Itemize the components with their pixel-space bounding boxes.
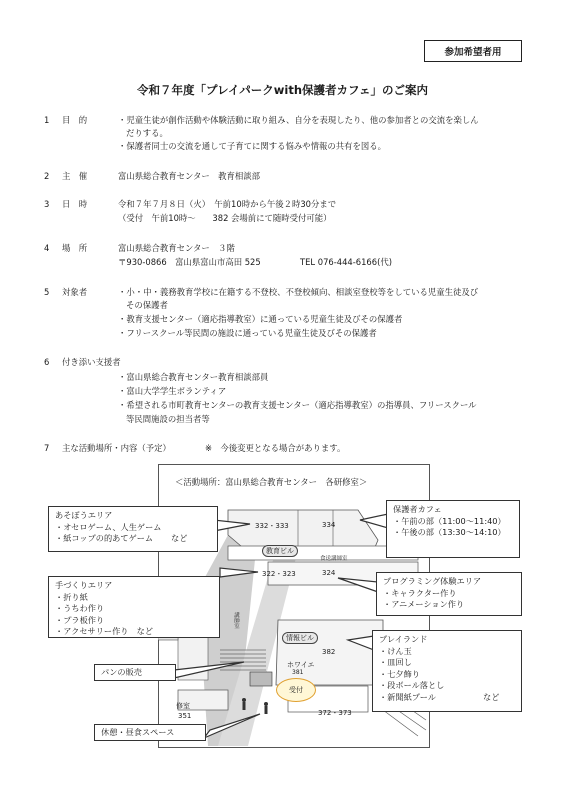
section-3-number: 3: [44, 199, 50, 209]
building-sign-education: 教育ビル: [262, 545, 298, 557]
room-382: 382: [322, 648, 336, 656]
playland-item-2: ・皿回し: [379, 657, 412, 667]
room-372-373: 372・373: [318, 709, 352, 717]
bread-sale-title: パンの販売: [101, 667, 142, 677]
asobou-etc: など: [171, 533, 188, 543]
section-3-label: 日 時: [62, 199, 88, 209]
supporter-line-4: 等民間施設の担当者等: [126, 414, 210, 424]
reception-marker: 受付: [276, 678, 316, 702]
asobou-title: あそぼうエリア: [55, 510, 113, 520]
place-tel: TEL 076-444-6166(代): [300, 257, 392, 267]
playland-item-3: ・七夕飾り: [379, 668, 420, 679]
section-7-label: 主な活動場所・内容（予定）: [62, 443, 171, 453]
callout-parent-cafe: [386, 500, 520, 558]
room-334: 334: [322, 521, 336, 529]
section-7-note: ※ 今後変更となる場合があります。: [205, 443, 346, 453]
page-title: 令和７年度「プレイパークwith保護者カフェ」のご案内: [137, 83, 428, 97]
foyer-label: ホワイエ: [287, 661, 315, 669]
cafe-item-1: ・午前の部（11:00～11:40）: [393, 515, 506, 526]
room-322-323: 322・323: [262, 570, 296, 578]
callout-asobou-area: [48, 506, 218, 552]
section-1-label: 目 的: [62, 115, 88, 125]
date-line-1: 令和７年７月８日（火） 午前10時から午後２時30分まで: [118, 199, 337, 209]
asobou-item-1: ・オセロゲーム、人生ゲーム: [55, 521, 162, 532]
target-line-2: その保護者: [126, 300, 168, 310]
callout-tezukuri-area: [48, 576, 220, 638]
room-label-lecturer: 講師室: [233, 612, 239, 629]
asobou-item-2: ・紙コップの的あてゲーム: [55, 533, 154, 543]
purpose-line-3: ・保護者同士の交流を通して子育てに関する悩みや情報の共有を図る。: [118, 141, 386, 151]
section-2-label: 主 催: [62, 171, 88, 181]
purpose-line-1: ・児童生徒が創作活動や体験活動に取り組み、自分を表現したり、他の参加者との交流を楽しん: [118, 115, 479, 125]
building-sign-information: 情報ビル: [282, 632, 318, 644]
room-332-333: 332・333: [255, 522, 289, 530]
callout-playland: [372, 630, 522, 712]
program-item-1: ・キャラクター作り: [383, 587, 457, 598]
room-381: 381: [292, 669, 304, 676]
target-line-3: ・教育支援センター（適応指導教室）に通っている児童生徒及びその保護者: [118, 314, 403, 324]
tezukuri-title: 手づくりエリア: [55, 580, 113, 590]
room-label-lecturer-dining: 食送講師室: [320, 556, 348, 562]
place-address: 〒930-0866 富山県富山市高田 525: [118, 257, 261, 267]
tezukuri-item-3: ・プラ板作り: [55, 614, 105, 625]
callout-rest-lunch: [94, 724, 206, 741]
target-line-1: ・小・中・義務教育学校に在籍する不登校、不登校傾向、相談室登校等をしている児童生徒及び: [118, 287, 479, 297]
cafe-title: 保護者カフェ: [393, 504, 442, 514]
section-7-number: 7: [44, 443, 50, 453]
room-351: 351: [178, 712, 192, 720]
callout-bread-sale: [94, 664, 176, 681]
target-line-4: ・フリースクール等民間の施設に通っている児童生徒及びその保護者: [118, 328, 377, 338]
map-header: ＜活動場所：富山県総合教育センター 各研修室＞: [175, 477, 368, 487]
playland-item-4: ・段ボール落とし: [379, 680, 445, 690]
organizer-text: 富山県総合教育センター 教育相談部: [118, 171, 261, 181]
section-1-number: 1: [44, 115, 50, 125]
supporter-line-3: ・希望される市町教育センターの教育支援センター（適応指導教室）の指導員、フリースクール: [118, 400, 477, 410]
rest-lunch-title: 休憩・昼食スペース: [101, 727, 175, 737]
playland-item-5: ・新聞紙プール: [379, 691, 436, 702]
tezukuri-item-2: ・うちわ作り: [55, 603, 105, 613]
section-6-number: 6: [44, 357, 50, 367]
program-item-2: ・アニメーション作り: [383, 599, 465, 609]
room-label-training: 修室: [176, 702, 190, 710]
section-5-label: 対象者: [62, 287, 88, 297]
section-5-number: 5: [44, 287, 50, 297]
room-324: 324: [322, 569, 336, 577]
program-title: プログラミング体験エリア: [383, 576, 482, 586]
playland-item-1: ・けん玉: [379, 645, 412, 656]
section-6-label: 付き添い支援者: [62, 357, 121, 367]
cafe-item-2: ・午後の部（13:30～14:10）: [393, 527, 506, 537]
participant-tag: 参加希望者用: [424, 40, 522, 62]
purpose-line-2: だりする。: [126, 128, 168, 138]
tezukuri-item-4: ・アクセサリー作り など: [55, 626, 154, 636]
supporter-line-1: ・富山県総合教育センター教育相談部員: [118, 372, 269, 382]
date-line-2: （受付 午前10時～ 382 会場前にて随時受付可能）: [118, 213, 332, 223]
section-4-label: 場 所: [62, 243, 88, 253]
place-line-1: 富山県総合教育センター ３階: [118, 243, 235, 253]
supporter-line-2: ・富山大学学生ボランティア: [118, 386, 227, 396]
tezukuri-item-1: ・折り紙: [55, 591, 88, 602]
playland-etc: など: [483, 692, 500, 702]
playland-title: プレイランド: [379, 634, 428, 644]
section-2-number: 2: [44, 171, 50, 181]
callout-programming-area: [376, 572, 522, 616]
section-4-number: 4: [44, 243, 50, 253]
